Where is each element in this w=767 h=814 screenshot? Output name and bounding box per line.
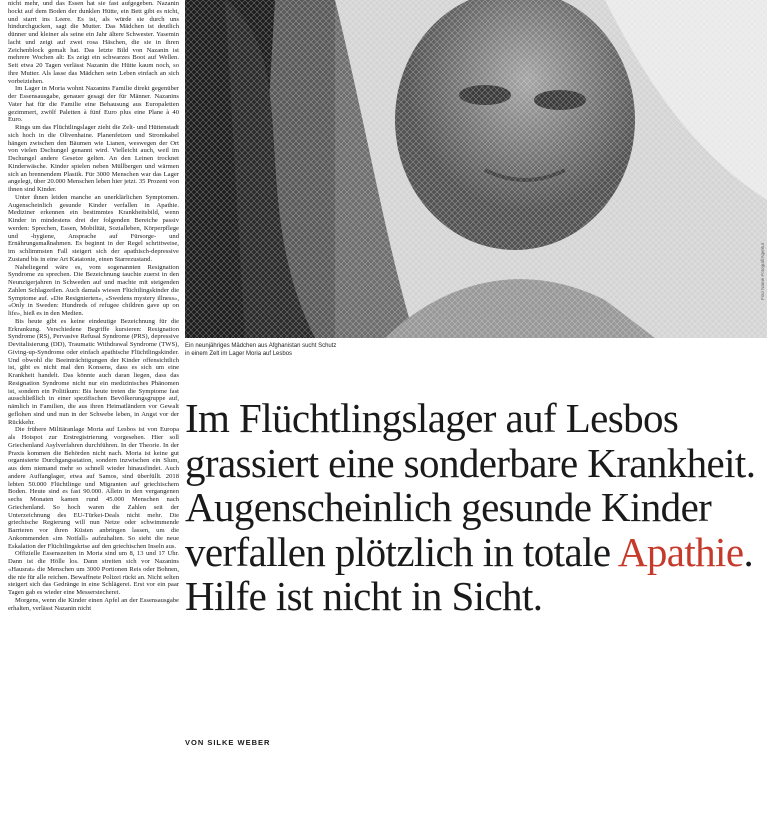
headline-text: Im Flüchtlingslager auf Lesbos grassiert eine sonderbare Krankheit. Augenscheinlich gesunde Kinder verfallen plötzlich in totale (185, 395, 756, 575)
photo-caption (185, 342, 485, 358)
headline (185, 396, 765, 619)
headline-text-end: . Hilfe ist nicht in Sicht. (185, 528, 754, 619)
article-paragraph: Rings um das Flüchtlingslager zieht die Zelt- und Hüttenstadt sich hoch in die Olivenhaine. Planenfetzen und Stromkabel hängen zwischen den Bäumen wie Lianen, weswegen der Ort von vielen Dschungel genannt wird. Vielleicht auch, weil im Dschungel andere Gesetze gelten. An den Leinen trocknet Kinderwäsche. Kinder spielen neben Müllbergen und wärmen sich an brennendem Plastik. Für 3000 Menschen war das Lager angelegt, über 20.000 Menschen leben hier jetzt. 35 Prozent von ihnen sind Kinder. (8, 124, 179, 193)
photo-credit: Foto Name Fotograf/Agentur (760, 242, 765, 300)
article-body-column (8, 0, 179, 814)
caption-line: Ein neunjähriges Mädchen aus Afghanistan sucht Schutz (185, 343, 337, 349)
article-paragraph: Offizielle Essenszeiten in Moria sind um 8, 13 und 17 Uhr. Dann ist die Hölle los. Dann streiten sich vor Nazanins «Hausrat» die Menschen um 3000 Portionen Reis oder Bohnen, die nie für alle reichen. Bewaffnete Polizei rückt an. Nicht selten steigert sich das Gedränge in eine Schlägerei. Erst vor ein paar Tagen gab es wieder eine Messerstecherei. (8, 550, 179, 596)
article-paragraph: Unter ihnen leiden manche an unerklärlichen Symptomen. Augenscheinlich gesunde Kinder verfallen in Apathie. Mediziner erkennen ein bestimmtes Krankheitsbild, wenn Kinder in mindestens drei der folgenden Bereiche passiv werden: Sprechen, Essen, Mobilität, Sozialleben, Körperpflege und -hygiene, Ansprache auf Fürsorge- und Ernährungsmaßnahmen. Es beginnt in der Regel schrittweise, im schlimmsten Fall steigert sich der apathisch-depressive Zustand bis in eine Art Katatonie, einen Starrezustand. (8, 193, 179, 263)
article-paragraph: nicht mehr, und das Essen hat sie fast aufgegeben. Nazanin hockt auf dem Boden der dunklen Hütte, ein Bett gibt es nicht, und starrt ins Leere. Es ist, als würde sie durch uns hindurchgucken, sagt die Mutter. Das Mädchen ist deutlich dünner und kleiner als seine ein Jahr ältere Schwester. Yasemin lacht und zeigt auf zwei rosa Häschen, die sie in ihren Zeichenblock gemalt hat. Das letzte Bild von Nazanin ist mehrere Wochen alt: Es zeigt ein schwarzes Boot auf Wellen. Seit etwa 20 Tagen verlässt Nazanin die Hütte kaum noch, so ihre Mutter. Als lasse das Mädchen sein Leben einfach an sich vorbeiziehen. (8, 0, 179, 85)
article-paragraph: Im Lager in Moria wohnt Nazanins Familie direkt gegenüber der Essensausgabe, genauer gesagt der für Männer. Nazanins Vater hat für die Familie eine Behausung aus Europaletten gezimmert, zwölf Paletten à fünf Euro plus eine Plane à 40 Euro. (8, 85, 179, 124)
article-paragraph: Die frühere Militäranlage Moria auf Lesbos ist von Europa als Hotspot zur Erstregistrierung vorgesehen. Hier soll Griechenland Asylverfahren durchführen. In der Theorie. In der Praxis kommen die Behörden nicht nach. Moria ist keine gut organisierte Durchgangsstation, sondern inzwischen ein Slum, aus dem niemand mehr so schnell wieder hinausfindet. Auch andere Auffanglager, etwa auf Samos, sind überfüllt. 2018 lebten 50.000 Flüchtlinge und Migranten auf griechischem Boden. Heute sind es fast 90.000. Allein in den vergangenen sechs Monaten kamen rund 45.000 Menschen nach Griechenland. So hoch waren die Zahlen seit der Unterzeichnung des EU-Türkei-Deals nicht mehr. Die griechische Regierung will nun Netze oder schwimmende Barrieren vor ihren Küsten anbringen lassen, um die Ankommenden «im Notfall» aufzuhalten. So sieht die neue Eskalation der Flüchtlingskrise auf den griechischen Inseln aus. (8, 426, 179, 550)
article-paragraph: Morgens, wenn die Kinder einen Apfel an der Essensausgabe erhalten, verlässt Nazanin nicht (8, 596, 179, 612)
article-photo (185, 0, 767, 338)
headline-highlight: Apathie (617, 528, 744, 575)
article-paragraph: Bis heute gibt es keine eindeutige Bezeichnung für die Erkrankung. Verschiedene Begriffe kursieren: Resignation Syndrome (RS), Pervasive Refusal Syndrome (PRS), depressive Devitalisierung (DD), Traumatic Withdrawal Syndrome (TWS), Giving-up-Syndrome oder einfach apathische Flüchtlingskinder. Und obwohl die Beeinträchtigungen der Kinder offensichtlich ist, gibt es nicht mal den Konsens, dass es sich um eine Krankheit handelt. Das könnte auch daran liegen, dass das Resignation Syndrome nicht nur ein medizinisches Phänomen ist, sondern ein Politikum: Bis heute treten die Symptome fast ausschließlich in einer spezifischen Bevölkerungsgruppe auf, nämlich in Familien, die aus ihren Heimatländern vor Gewalt geflohen sind und nun in der Schwebe leben, in Angst vor der Rückkehr. (8, 317, 179, 426)
caption-line: in einem Zelt im Lager Moria auf Lesbos (185, 351, 293, 357)
byline: VON SILKE WEBER (185, 738, 271, 747)
article-paragraph: Naheliegend wäre es, vom sogenannten Resignation Syndrome zu sprechen. Die Bezeichnung tauchte zuerst in den Neunzigerjahren in Schweden auf und machte mit steigenden Zahlen Schlagzeilen. Auch damals wiesen Flüchtlingskinder die Symptome auf. «Die Resignierten», «Swedens mystery illness», «Only in Sweden: Hundreds of refugee children gave up on life», hieß es in den Medien. (8, 263, 179, 317)
